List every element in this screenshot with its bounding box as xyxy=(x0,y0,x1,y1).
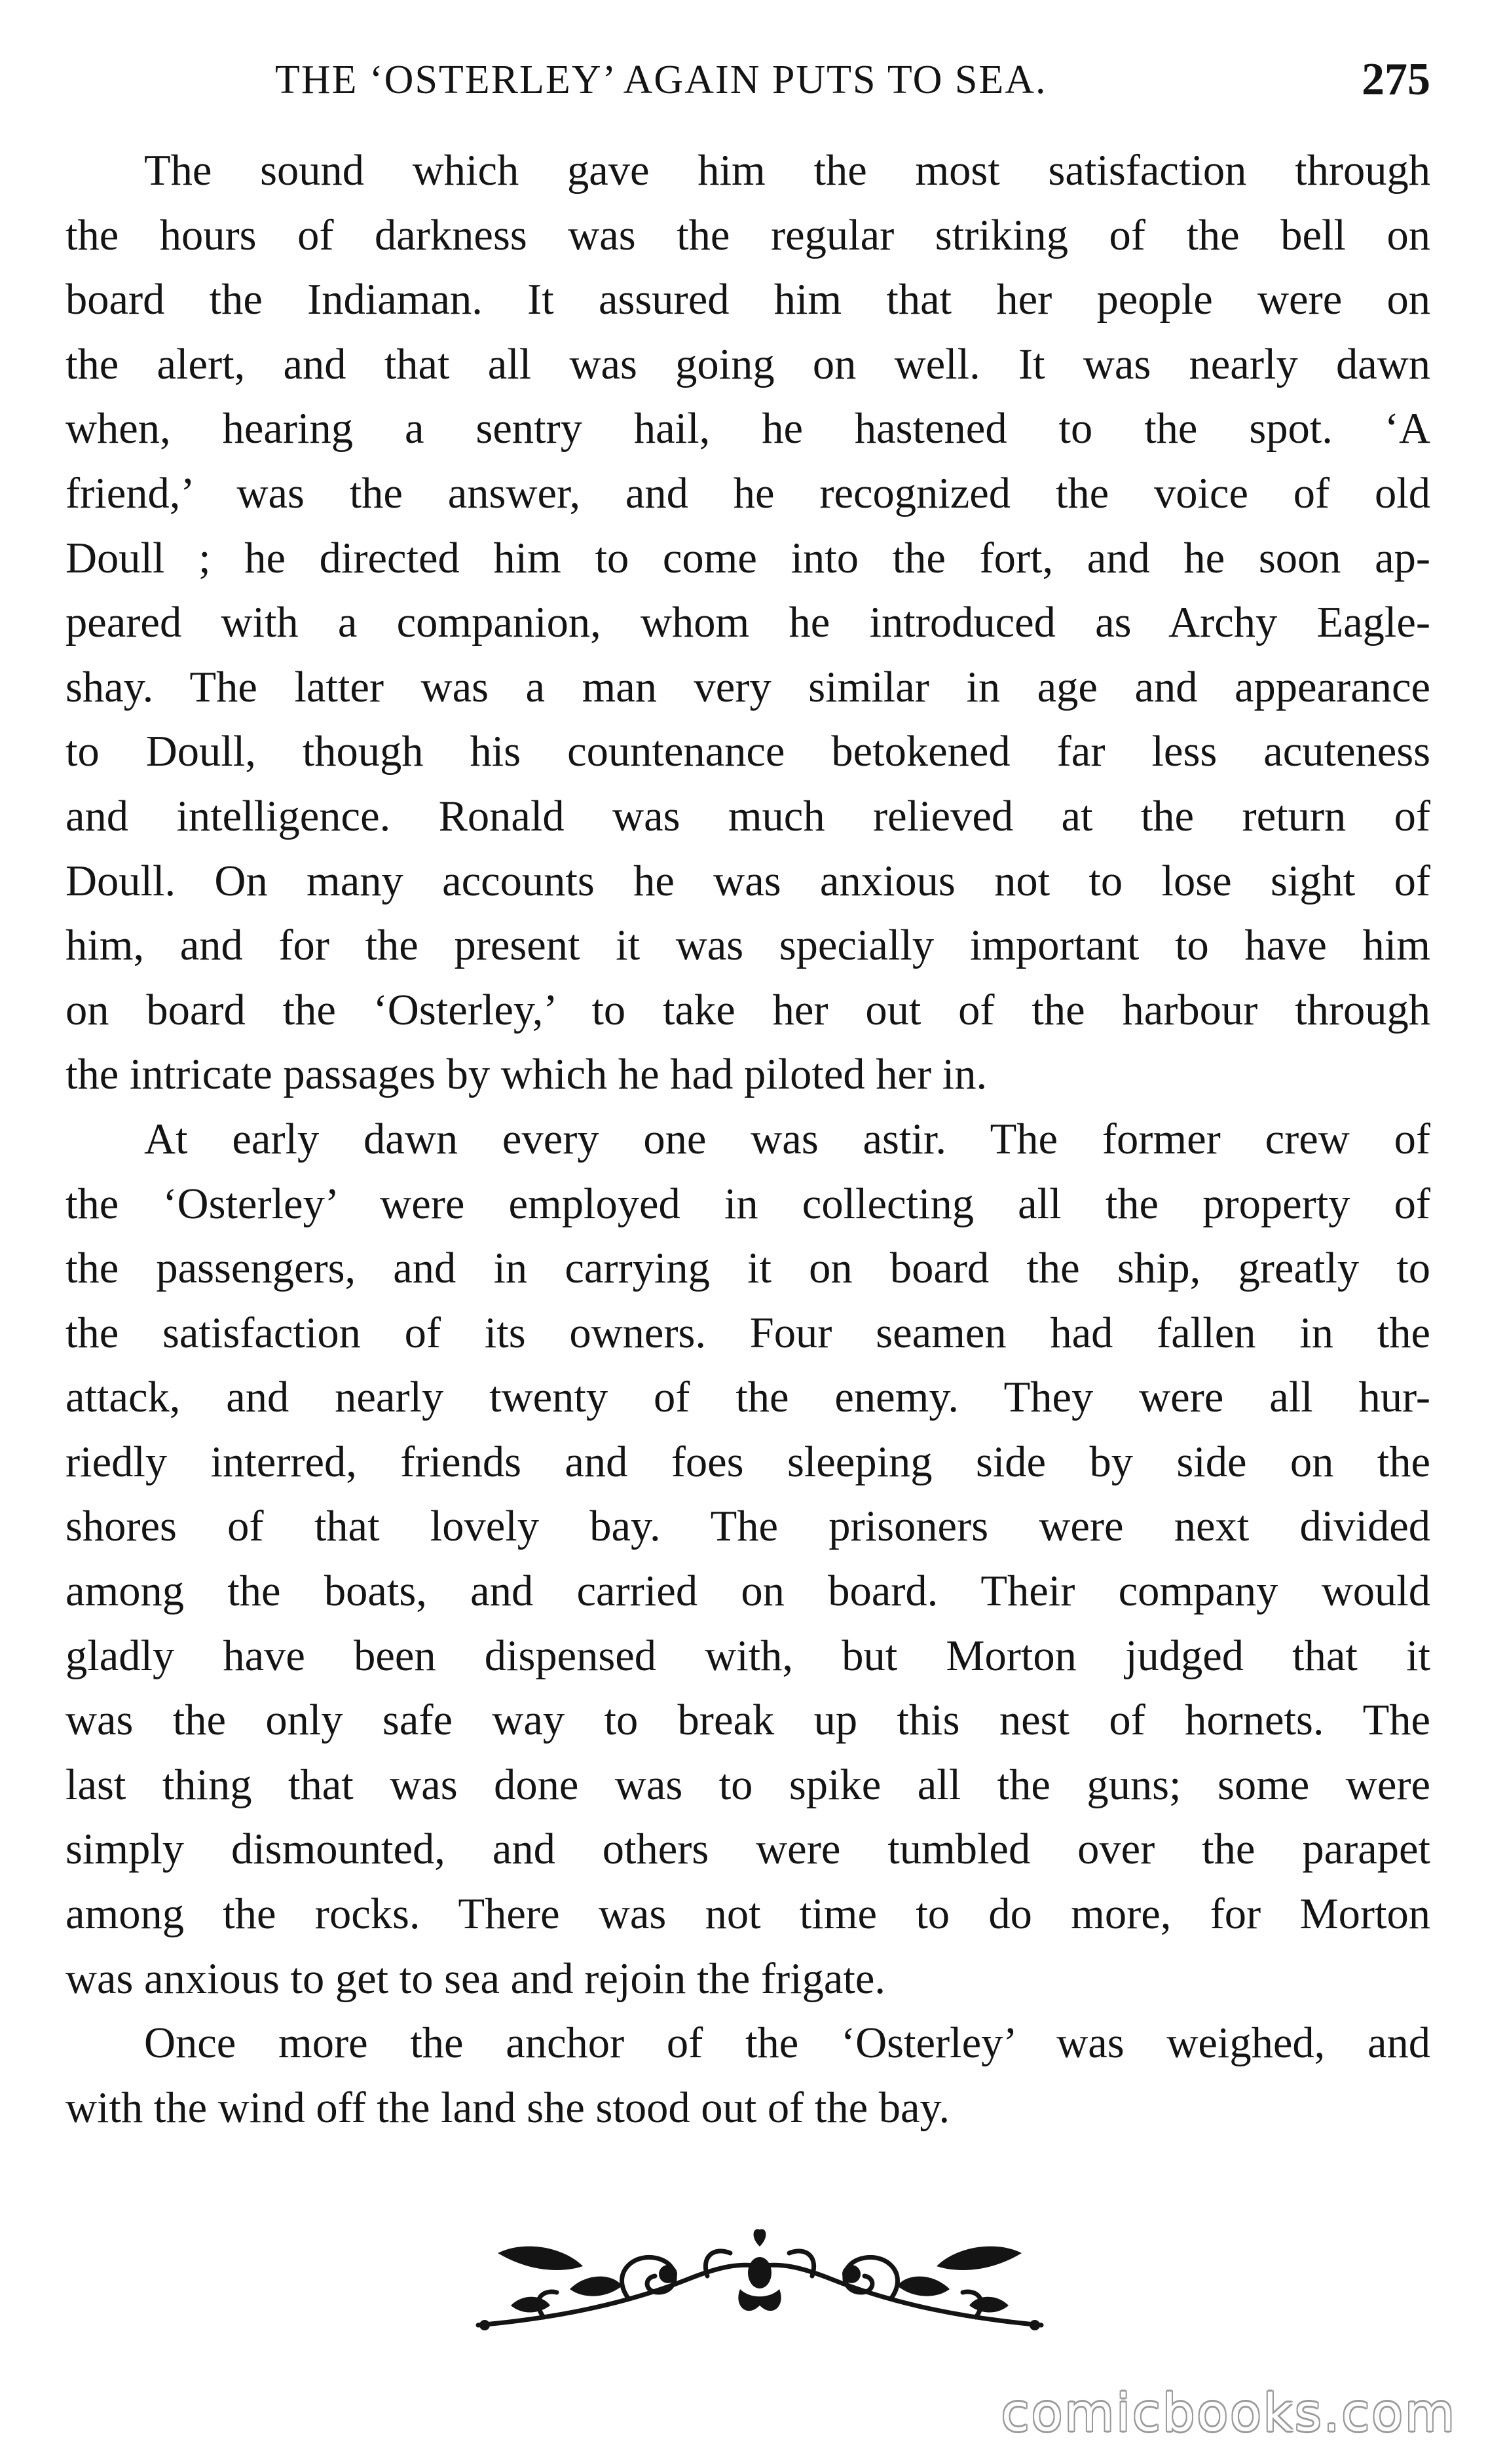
text-line: the ‘Osterley’ were employed in collecting all the property of xyxy=(65,1180,1430,1228)
text-line: among the boats, and carried on board. Their company would xyxy=(65,1567,1430,1616)
text-line: simply dismounted, and others were tumbled over the parapet xyxy=(65,1825,1430,1874)
text-line: last thing that was done was to spike all the guns; some were xyxy=(65,1761,1430,1809)
text-line: board the Indiaman. It assured him that her people were on xyxy=(65,276,1430,324)
text-line: to Doull, though his countenance betokened far less acuteness xyxy=(65,728,1430,776)
paragraph-1 xyxy=(65,139,1430,1108)
text-line: him, and for the present it was specially important to have him xyxy=(65,922,1430,970)
text-line: the satisfaction of its owners. Four seamen had fallen in the xyxy=(65,1309,1430,1357)
text-line: was the only safe way to break up this nest of hornets. The xyxy=(65,1696,1430,1745)
text-line: friend,’ was the answer, and he recognized the voice of old xyxy=(65,469,1430,517)
text-line: when, hearing a sentry hail, he hastened to the spot. ‘A xyxy=(65,405,1430,453)
text-line: Doull. On many accounts he was anxious not to lose sight of xyxy=(65,857,1430,905)
text-line: and intelligence. Ronald was much relieved at the return of xyxy=(65,792,1430,840)
text-line: with the wind off the land she stood out of the bay. xyxy=(65,2083,950,2132)
watermark: comicbooks.com xyxy=(1001,2384,1457,2443)
text-line: riedly interred, friends and foes sleeping side by side on the xyxy=(65,1438,1430,1486)
text-line: the hours of darkness was the regular striking of the bell on xyxy=(65,211,1430,259)
paragraph-3 xyxy=(65,2011,1430,2140)
text-line: attack, and nearly twenty of the enemy. They were all hur- xyxy=(65,1373,1430,1422)
text-line: was anxious to get to sea and rejoin the frigate. xyxy=(65,1954,886,2003)
text-line: The sound which gave him the most satisfaction through xyxy=(144,147,1430,195)
text-line: the passengers, and in carrying it on board the ship, greatly to xyxy=(65,1244,1430,1293)
paragraph-2 xyxy=(65,1108,1430,2011)
text-line: among the rocks. There was not time to do more, for Morton xyxy=(65,1890,1430,1939)
text-line: peared with a companion, whom he introduced as Archy Eagle- xyxy=(65,599,1430,647)
text-line: Once more the anchor of the ‘Osterley’ was weighed, and xyxy=(144,2019,1430,2068)
running-head xyxy=(65,47,1430,113)
text-line: the alert, and that all was going on well. It was nearly dawn xyxy=(65,340,1430,388)
floral-tailpiece-icon xyxy=(472,2227,1048,2338)
text-line: At early dawn every one was astir. The former crew of xyxy=(144,1115,1430,1163)
text-line: Doull ; he directed him to come into the fort, and he soon ap- xyxy=(65,534,1430,582)
text-line: the intricate passages by which he had piloted her in. xyxy=(65,1051,988,1099)
text-line: gladly have been dispensed with, but Morton judged that it xyxy=(65,1632,1430,1680)
text-line: shores of that lovely bay. The prisoners were next divided xyxy=(65,1503,1430,1551)
page-number: 275 xyxy=(1362,54,1430,105)
text-line: shay. The latter was a man very similar in age and appearance xyxy=(65,663,1430,711)
running-title: THE ‘OSTERLEY’ AGAIN PUTS TO SEA. xyxy=(275,58,1047,102)
text-line: on board the ‘Osterley,’ to take her out of the harbour through xyxy=(65,986,1430,1034)
body-text xyxy=(65,139,1430,2140)
